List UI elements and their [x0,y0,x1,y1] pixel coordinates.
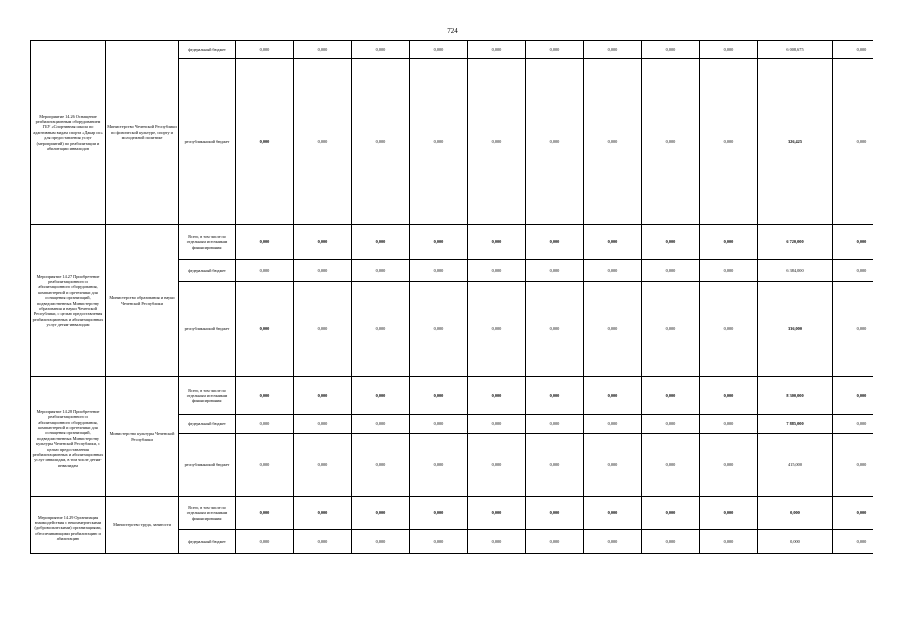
amount-cell: 0,000 [410,41,468,59]
amount-cell: 0,000 [236,434,294,497]
amount-cell: 0,000 [410,282,468,377]
amount-cell: 0,000 [526,260,584,282]
amount-cell: 0,000 [410,59,468,225]
amount-cell: 0,000 [526,377,584,415]
funding-source-cell: республиканский бюджет [179,434,236,497]
budget-table-body [31,41,874,554]
amount-cell: 0,000 [700,530,758,554]
amount-cell: 0,000 [352,59,410,225]
amount-cell: 0,000 [526,434,584,497]
amount-cell: 0,000 [700,497,758,530]
amount-cell: 0,000 [294,225,352,260]
amount-cell: 0,000 [833,41,874,59]
amount-cell: 0,000 [642,497,700,530]
amount-cell: 0,000 [700,59,758,225]
budget-sheet [30,40,873,566]
executor-cell: Министерство труда, занятости [106,497,179,554]
amount-cell: 0,000 [468,225,526,260]
amount-cell: 0,000 [584,434,642,497]
amount-cell: 0,000 [294,41,352,59]
amount-cell: 0,000 [236,225,294,260]
amount-cell: 0,000 [700,282,758,377]
amount-cell: 326,425 [758,59,833,225]
amount-cell: 0,000 [468,59,526,225]
amount-cell: 7 885,000 [758,415,833,434]
amount-cell: 0,000 [468,282,526,377]
funding-source-cell: федеральный бюджет [179,530,236,554]
amount-cell: 0,000 [294,434,352,497]
amount-cell: 0,000 [236,282,294,377]
page-number: 724 [447,27,458,35]
amount-cell: 0,000 [236,260,294,282]
amount-cell: 0,000 [584,377,642,415]
amount-cell: 0,000 [410,415,468,434]
amount-cell: 0,000 [642,434,700,497]
amount-cell: 0,000 [294,282,352,377]
amount-cell: 0,000 [584,260,642,282]
amount-cell: 0,000 [468,260,526,282]
amount-cell: 0,000 [700,377,758,415]
amount-cell: 0,000 [468,434,526,497]
event-cell: Мероприятие 14.26 Оснащение реабилитационным оборудованием ГБУ «Спортивная школа по адаптивным видам спорта «Дакар ис» для предоставления услуг (мероприятий) по реабилитации и абилитации инвалидов [31,41,106,225]
amount-cell: 0,000 [352,415,410,434]
table-row [31,225,874,260]
amount-cell: 0,000 [833,282,874,377]
table-row [31,497,874,530]
amount-cell: 0,000 [294,415,352,434]
amount-cell: 0,000 [584,41,642,59]
amount-cell: 0,000 [833,59,874,225]
event-cell: Мероприятие 14.29 Организация взаимодействия с некоммерческими (добровольческими) организациями, обеспечивающими реабилитацию и абилитацию [31,497,106,554]
amount-cell: 0,000 [526,415,584,434]
funding-source-cell: Всего, в том числе по отдельным источникам финансирования: [179,497,236,530]
amount-cell: 0,000 [642,282,700,377]
amount-cell: 0,000 [642,377,700,415]
amount-cell: 0,000 [700,415,758,434]
amount-cell: 0,000 [468,415,526,434]
amount-cell: 0,000 [584,59,642,225]
funding-source-cell: Всего, в том числе по отдельным источникам финансирования: [179,377,236,415]
amount-cell: 0,000 [352,497,410,530]
amount-cell: 0,000 [833,377,874,415]
amount-cell: 0,000 [642,415,700,434]
amount-cell: 0,000 [468,377,526,415]
amount-cell: 0,000 [584,225,642,260]
amount-cell: 0,000 [294,377,352,415]
amount-cell: 0,000 [294,260,352,282]
amount-cell: 0,000 [410,434,468,497]
amount-cell: 0,000 [758,530,833,554]
amount-cell: 0,000 [526,497,584,530]
funding-source-cell: федеральный бюджет [179,260,236,282]
amount-cell: 0,000 [410,377,468,415]
amount-cell: 0,000 [352,377,410,415]
event-cell: Мероприятие 14.27 Приобретение реабилитационного и абилитационного оборудования, компьютерной и оргтехники для оснащения организаций, подведомственных Министерству образования и науки Чеченской Республики, с целью предоставления реабилитационных и абилитационных услуг детям-инвалидам [31,225,106,377]
amount-cell: 0,000 [526,282,584,377]
amount-cell: 0,000 [642,225,700,260]
amount-cell: 0,000 [294,59,352,225]
amount-cell: 0,000 [758,497,833,530]
funding-source-cell: Всего, в том числе по отдельным источникам финансирования: [179,225,236,260]
table-row [31,41,874,59]
amount-cell: 6 008,675 [758,41,833,59]
amount-cell: 0,000 [410,260,468,282]
amount-cell: 0,000 [833,260,874,282]
amount-cell: 0,000 [352,282,410,377]
amount-cell: 0,000 [833,434,874,497]
budget-table [30,40,873,554]
amount-cell: 0,000 [833,497,874,530]
executor-cell: Министерство образования и науки Чеченской Республики [106,225,179,377]
amount-cell: 0,000 [526,59,584,225]
amount-cell: 0,000 [410,530,468,554]
amount-cell: 0,000 [642,41,700,59]
event-cell: Мероприятие 14.28 Приобретение реабилитационного и абилитационного оборудования, компьютерной и оргтехники для оснащения организаций, подведомственных Министерству культуры Чеченской Республики, с целью предоставления реабилитационных и абилитационных услуг инвалидам, в том числе детям-инвалидам [31,377,106,497]
amount-cell: 8 300,000 [758,377,833,415]
amount-cell: 0,000 [584,282,642,377]
funding-source-cell: федеральный бюджет [179,415,236,434]
amount-cell: 0,000 [584,415,642,434]
amount-cell: 0,000 [236,41,294,59]
amount-cell: 0,000 [526,530,584,554]
amount-cell: 0,000 [584,530,642,554]
amount-cell: 6 720,000 [758,225,833,260]
table-row [31,377,874,415]
amount-cell: 0,000 [642,59,700,225]
amount-cell: 0,000 [833,530,874,554]
amount-cell: 6 384,000 [758,260,833,282]
amount-cell: 0,000 [352,434,410,497]
amount-cell: 0,000 [352,225,410,260]
executor-cell: Министерство Чеченской Республики по физической культуре, спорту и молодежной политике [106,41,179,225]
amount-cell: 336,000 [758,282,833,377]
amount-cell: 0,000 [352,41,410,59]
funding-source-cell: федеральный бюджет [179,41,236,59]
amount-cell: 0,000 [700,260,758,282]
amount-cell: 0,000 [294,497,352,530]
amount-cell: 0,000 [236,415,294,434]
amount-cell: 415,000 [758,434,833,497]
amount-cell: 0,000 [642,260,700,282]
amount-cell: 0,000 [700,41,758,59]
amount-cell: 0,000 [352,530,410,554]
amount-cell: 0,000 [642,530,700,554]
amount-cell: 0,000 [833,415,874,434]
amount-cell: 0,000 [236,59,294,225]
amount-cell: 0,000 [526,41,584,59]
amount-cell: 0,000 [294,530,352,554]
executor-cell: Министерство культуры Чеченской Республики [106,377,179,497]
amount-cell: 0,000 [410,497,468,530]
funding-source-cell: республиканский бюджет [179,59,236,225]
amount-cell: 0,000 [700,225,758,260]
amount-cell: 0,000 [584,497,642,530]
amount-cell: 0,000 [833,225,874,260]
amount-cell: 0,000 [468,41,526,59]
amount-cell: 0,000 [236,377,294,415]
amount-cell: 0,000 [468,497,526,530]
amount-cell: 0,000 [352,260,410,282]
amount-cell: 0,000 [236,497,294,530]
amount-cell: 0,000 [700,434,758,497]
amount-cell: 0,000 [410,225,468,260]
amount-cell: 0,000 [236,530,294,554]
amount-cell: 0,000 [468,530,526,554]
funding-source-cell: республиканский бюджет [179,282,236,377]
amount-cell: 0,000 [526,225,584,260]
